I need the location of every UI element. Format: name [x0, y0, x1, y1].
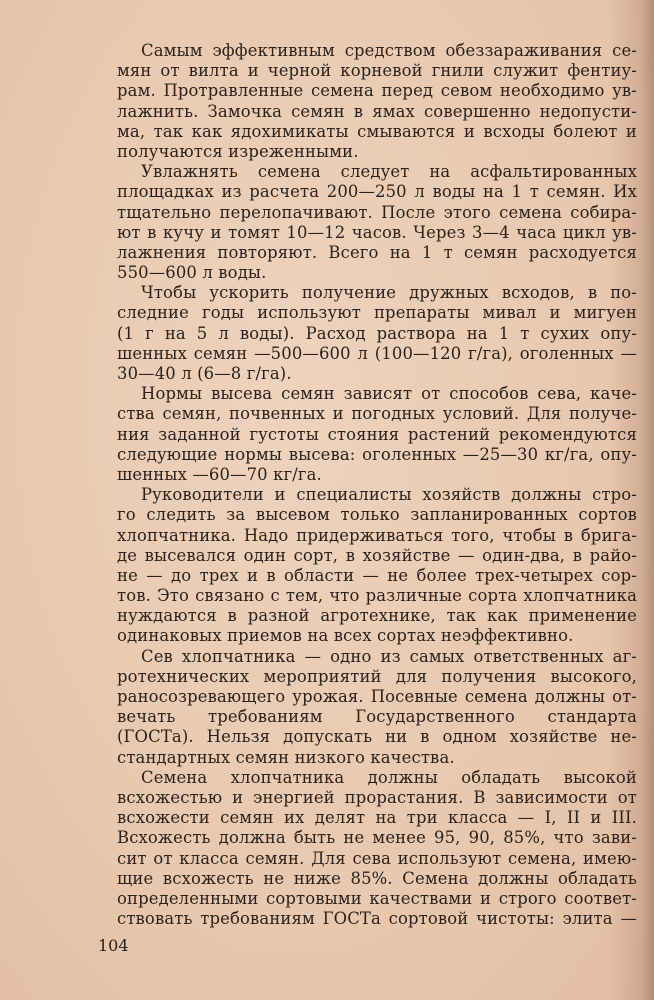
text-line: вечать требованиям Государственного стандарта	[117, 707, 637, 727]
text-line: лажнения повторяют. Всего на 1 т семян расходуется	[117, 242, 637, 262]
text-line: ния заданной густоты стояния растений рекомендуются	[117, 424, 637, 444]
text-line: следующие нормы высева: оголенных —25—30 кг/га, опу-	[117, 444, 637, 464]
text-line: щие всхожесть не ниже 85%. Семена должны обладать	[117, 868, 637, 888]
text-line: Руководители и специалисты хозяйств должны стро-	[141, 485, 637, 505]
text-line: рам. Протравленные семена перед севом необходимо ув-	[117, 81, 637, 101]
text-line: нуждаются в разной агротехнике, так как применение	[117, 606, 637, 626]
text-line: хлопчатника. Надо придерживаться того, чтобы в брига-	[117, 525, 637, 545]
text-line: Сев хлопчатника — одно из самых ответственных аг-	[141, 646, 637, 666]
text-line: го следить за высевом только запланированных сортов	[117, 505, 637, 525]
text-line: одинаковых приемов на всех сортах неэффективно.	[117, 626, 574, 646]
text-line: Чтобы ускорить получение дружных всходов, в по-	[141, 283, 637, 303]
text-line: Самым эффективным средством обеззараживания се-	[141, 41, 637, 60]
text-line: всхожестью и энергией прорастания. В зависимости от	[117, 787, 637, 807]
text-line: мян от вилта и черной корневой гнили служит фентиу-	[117, 61, 637, 81]
text-line: шенных —60—70 кг/га.	[117, 464, 322, 484]
text-line: площадках из расчета 200—250 л воды на 1 т семян. Их	[117, 182, 637, 202]
text-line: Увлажнять семена следует на асфальтированных	[141, 162, 637, 182]
text-line: ротехнических мероприятий для получения высокого,	[117, 666, 637, 686]
text-line: 30—40 л (6—8 г/га).	[117, 364, 292, 383]
text-line: не — до трех и в области — не более трех-четырех сор-	[117, 565, 637, 585]
body-text	[117, 41, 637, 929]
text-line: тщательно перелопачивают. После этого семена собира-	[117, 202, 637, 222]
text-line: 550—600 л воды.	[117, 263, 267, 283]
text-line: Семена хлопчатника должны обладать высокой	[141, 767, 637, 787]
text-line: раносозревающего урожая. Посевные семена должны от-	[117, 687, 637, 706]
text-line: стандартных семян низкого качества.	[117, 747, 455, 767]
text-line: определенными сортовыми качествами и строго соответ-	[117, 888, 637, 908]
text-line: лажнить. Замочка семян в ямах совершенно недопусти-	[117, 101, 637, 121]
text-line: тов. Это связано с тем, что различные сорта хлопчатника	[117, 586, 637, 606]
text-line: (ГОСТа). Нельзя допускать ни в одном хозяйстве не-	[117, 727, 637, 747]
text-line: получаются изреженными.	[117, 141, 359, 161]
text-line: Всхожесть должна быть не менее 95, 90, 85%, что зави-	[117, 828, 637, 848]
text-line: всхожести семян их делят на три класса — I, II и III.	[117, 808, 637, 828]
page-number: 104	[98, 936, 129, 955]
text-line: ма, так как ядохимикаты смываются и всходы болеют и	[117, 121, 637, 141]
text-line: (1 г на 5 л воды). Расход раствора на 1 т сухих опу-	[117, 323, 637, 343]
text-line: ют в кучу и томят 10—12 часов. Через 3—4 часа цикл ув-	[117, 222, 637, 242]
text-line: де высевался один сорт, в хозяйстве — один-два, в райо-	[117, 545, 637, 565]
text-line: следние годы используют препараты мивал и мигуен	[117, 303, 637, 323]
text-line: Нормы высева семян зависят от способов сева, каче-	[141, 384, 637, 404]
text-line: сит от класса семян. Для сева используют семена, имею-	[117, 848, 637, 868]
text-line: ствовать требованиям ГОСТа сортовой чистоты: элита —	[117, 909, 637, 929]
text-line: ства семян, почвенных и погодных условий. Для получе-	[117, 404, 637, 424]
text-line: шенных семян —500—600 л (100—120 г/га), оголенных —	[117, 343, 637, 363]
